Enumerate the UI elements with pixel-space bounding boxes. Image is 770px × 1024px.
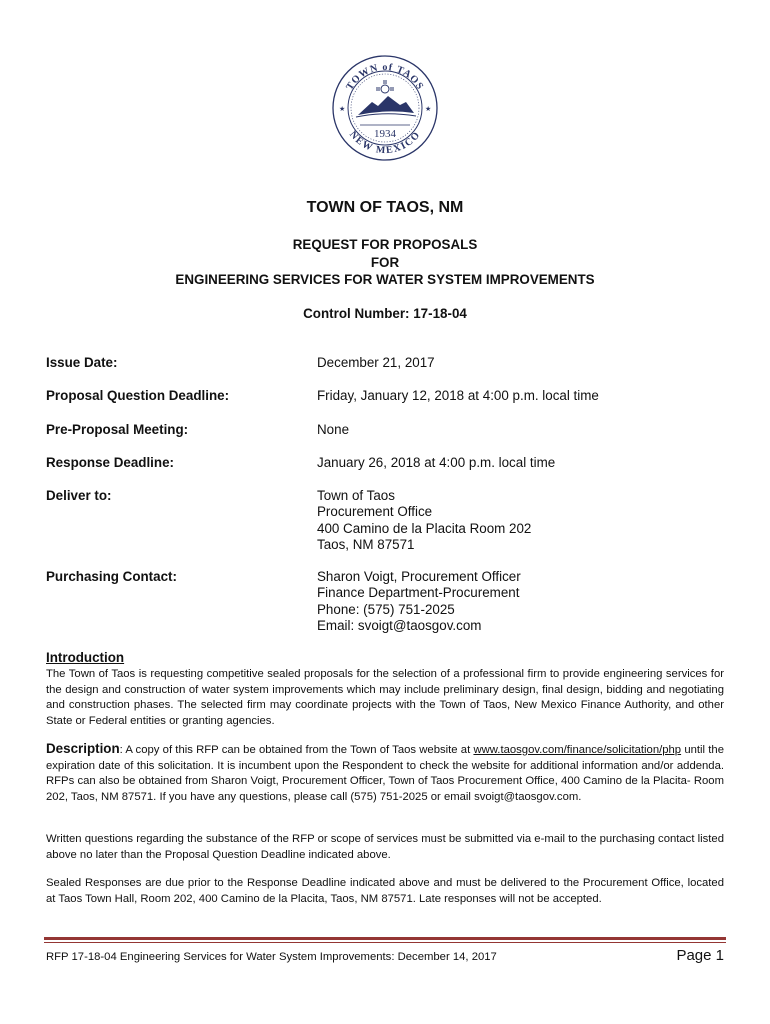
svg-text:TOWN of TAOS: [344, 62, 425, 92]
written-questions-text: Written questions regarding the substance of the RFP or scope of services must be submitted via e-mail to the purchasing contact listed above no later than the Proposal Question Deadline indicated above.: [46, 833, 724, 861]
pre-proposal-label: Pre-Proposal Meeting:: [46, 422, 189, 437]
pre-proposal-value: None: [317, 422, 350, 437]
svg-text:★: ★: [425, 105, 432, 113]
deliver-line: 400 Camino de la Placita Room 202: [317, 520, 532, 536]
description-text-after-link: until the expiration date of this solicitation. It is incumbent upon the Respondent to check the website for additional information and/or addenda. RFPs can also be obtained from Sharon Voigt, Procurement Officer, Town of Taos Procurement Office, 400 Camino de la Placita- Room 202, Taos, NM 87571. If you have any questions, please call (575) 751-2025 or email svoigt@taosgov.com.: [46, 744, 724, 803]
purchasing-contact-info: [317, 569, 521, 634]
introduction-text: The Town of Taos is requesting competitive sealed proposals for the selection of a professional firm to provide engineering services for the design and construction of water system improvements which may include preliminary design, final design, bidding and negotiating and construction phases. The selected firm may coordinate projects with the Town of Taos, New Mexico Finance Authority, and other State or Federal entities or granting agencies.: [46, 668, 724, 727]
contact-line: Phone: (575) 751-2025: [317, 601, 455, 617]
contact-line: Finance Department-Procurement: [317, 585, 520, 601]
contact-line: Email: svoigt@taosgov.com: [317, 617, 482, 633]
deliver-line: Procurement Office: [317, 504, 433, 520]
issue-date-value: December 21, 2017: [317, 355, 435, 370]
response-deadline-label: Response Deadline:: [46, 455, 174, 470]
description-label: Description: [46, 741, 120, 756]
subtitle-line-2: FOR: [370, 255, 400, 270]
deliver-to-address: [317, 488, 531, 553]
sealed-responses-text: Sealed Responses are due prior to the Response Deadline indicated above and must be delivered to the Procurement Office, located at Taos Town Hall, Room 202, 400 Camino de la Placita, Taos, NM 87571. Late responses will not be accepted.: [46, 877, 724, 905]
footer-rule-thin: [44, 942, 726, 943]
description-text-before-link: : A copy of this RFP can be obtained from the Town of Taos website at: [119, 744, 474, 756]
document-title: TOWN OF TAOS, NM: [306, 199, 464, 216]
contact-line: Sharon Voigt, Procurement Officer: [317, 569, 521, 584]
seal-top-text: TOWN of TAOS: [344, 61, 426, 93]
deliver-line: Taos, NM 87571: [317, 536, 415, 552]
seal-year: 1934: [374, 128, 396, 140]
control-number: Control Number: 17-18-04: [303, 306, 467, 321]
town-seal-logo: [330, 47, 440, 169]
subtitle-line-1: REQUEST FOR PROPOSALS: [292, 237, 478, 252]
question-deadline-label: Proposal Question Deadline:: [46, 388, 230, 403]
subtitle-line-3: ENGINEERING SERVICES FOR WATER SYSTEM IMPROVEMENTS: [175, 272, 595, 287]
deliver-line: Town of Taos: [317, 488, 395, 503]
introduction-heading: Introduction: [46, 650, 125, 665]
seal-bottom-text: NEW MEXICO: [346, 129, 424, 157]
question-deadline-value: Friday, January 12, 2018 at 4:00 p.m. local time: [317, 388, 599, 403]
deliver-to-label: Deliver to:: [46, 488, 112, 503]
svg-text:★: ★: [339, 105, 346, 113]
footer-rule-thick: [44, 937, 726, 940]
footer-text: RFP 17-18-04 Engineering Services for Water System Improvements: December 14, 2017: [46, 951, 497, 963]
response-deadline-value: January 26, 2018 at 4:00 p.m. local time: [317, 455, 556, 470]
solicitation-link[interactable]: www.taosgov.com/finance/solicitation/php: [473, 744, 682, 756]
issue-date-label: Issue Date:: [46, 355, 118, 370]
purchasing-contact-label: Purchasing Contact:: [46, 569, 177, 584]
page-number: Page 1: [676, 947, 724, 964]
description-paragraph: [46, 741, 724, 805]
